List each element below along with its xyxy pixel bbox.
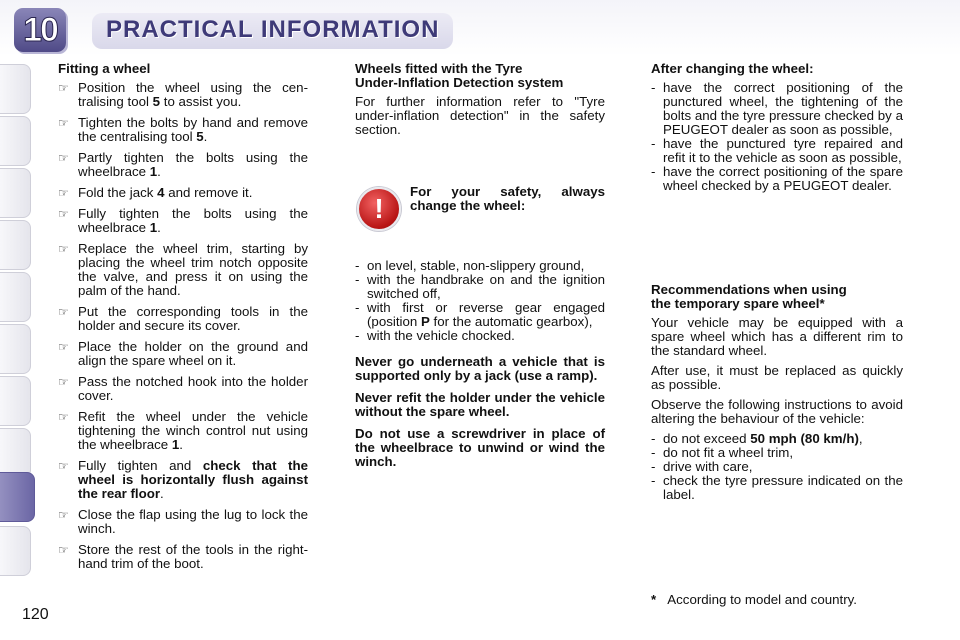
- step-text-end: .: [179, 437, 183, 452]
- column-fitting-wheel: [58, 62, 308, 578]
- list-item: [58, 207, 308, 235]
- warning-paragraphs: [355, 355, 605, 469]
- column-after-change: [651, 62, 903, 502]
- safety-warning: [355, 185, 605, 247]
- condition-bold: P: [420, 314, 430, 329]
- chapter-tab[interactable]: [0, 428, 31, 478]
- step-text: Replace the wheel trim, starting by placing the wheel trim notch opposite the valve, and press it on using the palm of the hand.: [78, 241, 308, 298]
- hand-pointer-icon: ☞: [58, 508, 69, 522]
- instruction-text: do not fit a wheel trim,: [663, 445, 794, 460]
- step-text: Tighten the bolts by hand and remove the centralising tool: [78, 115, 308, 144]
- chapter-tab[interactable]: [0, 272, 31, 322]
- footnote: [651, 592, 857, 607]
- list-item: [58, 340, 308, 368]
- spare-wheel-paragraph: Your vehicle may be equipped with a spare wheel which has a different rim to the standard wheel.: [651, 315, 903, 358]
- condition-text: with the handbrake on and the ignition switched off,: [367, 272, 605, 301]
- after-item-text: have the punctured tyre repaired and refit it to the vehicle as soon as possible,: [663, 136, 903, 165]
- page-title: PRACTICAL INFORMATION: [92, 13, 453, 49]
- warning-paragraph: Never refit the holder under the vehicle without the spare wheel.: [355, 390, 605, 419]
- hand-pointer-icon: ☞: [58, 410, 69, 424]
- page-number: 120: [22, 606, 49, 623]
- dash-marker: -: [355, 300, 360, 315]
- step-bold: 1: [149, 220, 158, 235]
- hand-pointer-icon: ☞: [58, 375, 69, 389]
- hand-pointer-icon: ☞: [58, 186, 69, 200]
- step-text: Refit the wheel under the vehicle tightening the winch control nut using the wheelbrace: [78, 409, 308, 452]
- list-item: [355, 273, 605, 301]
- tyre-detection-heading-line2: Under-Inflation Detection system: [355, 75, 564, 90]
- list-item: [651, 460, 903, 474]
- step-text: Place the holder on the ground and align the spare wheel on it.: [78, 339, 308, 368]
- step-text: Store the rest of the tools in the right-hand trim of the boot.: [78, 542, 308, 571]
- list-item: [651, 446, 903, 460]
- list-item: [651, 474, 903, 502]
- chapter-badge: 10: [14, 8, 66, 52]
- tyre-detection-heading-line1: Wheels fitted with the Tyre: [355, 61, 523, 76]
- step-text: Fully tighten the bolts using the wheelbrace: [78, 206, 308, 235]
- step-bold: 1: [149, 164, 158, 179]
- hand-pointer-icon: ☞: [58, 81, 69, 95]
- instruction-bold: 50 mph (80 km/h): [750, 431, 859, 446]
- step-bold: 4: [157, 185, 165, 200]
- dash-marker: -: [651, 136, 656, 151]
- list-item: [355, 259, 605, 273]
- list-item: [58, 410, 308, 452]
- step-text-end: .: [157, 220, 161, 235]
- spare-wheel-heading-line1: Recommendations when using: [651, 282, 847, 297]
- dash-marker: -: [651, 164, 656, 179]
- dash-marker: -: [651, 459, 656, 474]
- step-text-end: .: [157, 164, 161, 179]
- step-text: Fold the jack: [78, 185, 158, 200]
- list-item: [58, 305, 308, 333]
- instruction-text: do not exceed: [663, 431, 751, 446]
- fitting-wheel-heading: Fitting a wheel: [58, 61, 151, 76]
- chapter-tab-rail: [0, 56, 38, 576]
- dash-marker: -: [651, 473, 656, 488]
- step-text: Partly tighten the bolts using the wheelbrace: [78, 150, 308, 179]
- chapter-tab[interactable]: [0, 324, 31, 374]
- exclamation-icon: !: [357, 187, 401, 231]
- condition-text: on level, stable, non-slippery ground,: [367, 258, 585, 273]
- list-item: [651, 165, 903, 193]
- chapter-tab[interactable]: [0, 526, 31, 576]
- hand-pointer-icon: ☞: [58, 340, 69, 354]
- chapter-tab-active[interactable]: [0, 472, 35, 522]
- after-item-text: have the correct positioning of the punctured wheel, the tightening of the bolts and the tyre pressure checked by a PEUGEOT dealer as soon as possible,: [663, 80, 903, 137]
- list-item: [355, 329, 605, 343]
- hand-pointer-icon: ☞: [58, 242, 69, 256]
- instruction-text: drive with care,: [663, 459, 753, 474]
- step-text: Pass the notched hook into the holder cover.: [78, 374, 308, 403]
- condition-text-end: for the automatic gearbox),: [429, 314, 593, 329]
- dash-marker: -: [355, 258, 360, 273]
- warning-paragraph: Do not use a screwdriver in place of the wheelbrace to unwind or wind the winch.: [355, 426, 605, 469]
- list-item: [58, 508, 308, 536]
- spare-wheel-heading-line2: the temporary spare wheel*: [651, 296, 825, 311]
- footnote-text: According to model and country.: [667, 592, 857, 607]
- chapter-tab[interactable]: [0, 116, 31, 166]
- dash-marker: -: [651, 431, 656, 446]
- tyre-detection-heading: [355, 62, 605, 90]
- step-text-end: and remove it.: [164, 185, 253, 200]
- fitting-steps-list: [58, 81, 308, 571]
- hand-pointer-icon: ☞: [58, 459, 69, 473]
- tyre-detection-intro: For further information refer to "Tyre under-inflation detection" in the safety section.: [355, 94, 605, 137]
- warning-paragraph: Never go underneath a vehicle that is supported only by a jack (use a ramp).: [355, 354, 605, 383]
- hand-pointer-icon: ☞: [58, 207, 69, 221]
- list-item: [58, 459, 308, 501]
- safety-conditions-list: [355, 259, 605, 343]
- list-item: [651, 137, 903, 165]
- spare-wheel-paragraph: Observe the following instructions to avoid altering the behaviour of the vehicle:: [651, 397, 903, 426]
- list-item: [58, 242, 308, 298]
- after-item-text: have the correct positioning of the spare wheel checked by a PEUGEOT dealer.: [663, 164, 903, 193]
- list-item: [58, 116, 308, 144]
- step-bold: 1: [171, 437, 180, 452]
- step-bold: 5: [152, 94, 161, 109]
- list-item: [58, 543, 308, 571]
- dash-marker: -: [651, 445, 656, 460]
- footnote-mark: *: [651, 592, 657, 607]
- chapter-tab[interactable]: [0, 64, 31, 114]
- dash-marker: -: [355, 328, 360, 343]
- spare-wheel-paragraph: After use, it must be replaced as quickly as possible.: [651, 363, 903, 392]
- chapter-tab[interactable]: [0, 220, 31, 270]
- list-item: [58, 186, 308, 200]
- instruction-text: check the tyre pressure indicated on the label.: [663, 473, 903, 502]
- step-text-end: to assist you.: [160, 94, 242, 109]
- column-tyre-detection: [355, 62, 605, 477]
- step-text-end: .: [203, 129, 208, 144]
- spare-wheel-instructions-list: [651, 432, 903, 502]
- hand-pointer-icon: ☞: [58, 116, 69, 130]
- dash-marker: -: [355, 272, 360, 287]
- after-change-heading: After changing the wheel:: [651, 61, 814, 76]
- step-text-end: .: [160, 486, 164, 501]
- step-text: Close the flap using the lug to lock the winch.: [78, 507, 308, 536]
- chapter-tab[interactable]: [0, 168, 31, 218]
- step-bold: check that the wheel is horizontally flush against the rear floor: [78, 458, 308, 501]
- hand-pointer-icon: ☞: [58, 305, 69, 319]
- after-change-list: [651, 81, 903, 193]
- instruction-text-end: ,: [858, 431, 863, 446]
- safety-warning-title: For your safety, always change the wheel:: [410, 184, 605, 213]
- step-text: Fully tighten and: [78, 458, 203, 473]
- list-item: [651, 81, 903, 137]
- list-item: [58, 151, 308, 179]
- spare-wheel-heading: [651, 283, 903, 311]
- step-text: Position the wheel using the centralising tool: [78, 80, 308, 109]
- condition-text: with first or reverse gear engaged (position: [367, 300, 605, 329]
- condition-text: with the vehicle chocked.: [367, 328, 515, 343]
- page-header: [0, 0, 960, 56]
- dash-marker: -: [651, 80, 656, 95]
- step-bold: 5: [196, 129, 204, 144]
- spare-wheel-paragraphs: [651, 316, 903, 426]
- list-item: [58, 375, 308, 403]
- step-text: Put the corresponding tools in the holder and secure its cover.: [78, 304, 308, 333]
- hand-pointer-icon: ☞: [58, 543, 69, 557]
- list-item: [58, 81, 308, 109]
- hand-pointer-icon: ☞: [58, 151, 69, 165]
- chapter-tab[interactable]: [0, 376, 31, 426]
- list-item: [651, 432, 903, 446]
- list-item: [355, 301, 605, 329]
